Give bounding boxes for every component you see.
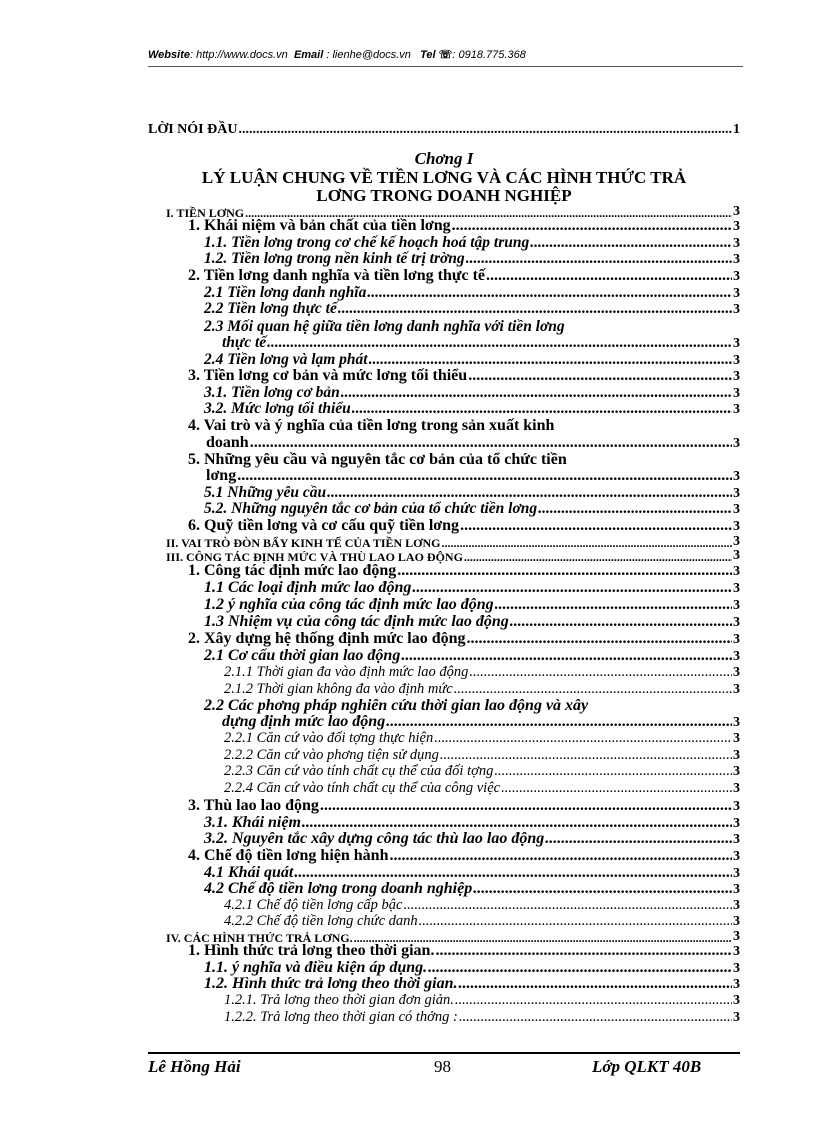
toc-entry-page: 3 — [733, 632, 740, 647]
toc-entry-text: 2.1 Cơ cấu thời gian lao động — [204, 647, 401, 664]
toc-entry — [224, 748, 740, 763]
toc-entry-text: 4. Chế độ tiền lơng hiện hành — [188, 847, 389, 864]
toc-leader-dots — [452, 218, 732, 234]
toc-entry — [204, 352, 740, 368]
toc-entry-page: 3 — [733, 664, 740, 680]
toc-leader-dots — [460, 518, 732, 534]
toc-entry-text: 3.1. Khái niệm — [204, 814, 301, 831]
toc-leader-dots — [267, 335, 732, 351]
toc-entry-page: 3 — [733, 615, 740, 630]
toc-entry-page: 3 — [733, 501, 740, 517]
toc-entry — [166, 535, 740, 549]
toc-leader-dots — [459, 1010, 732, 1025]
footer-class: Lớp QLKT 40B — [592, 1057, 702, 1076]
toc-entry — [204, 597, 740, 613]
toc-entry-text: 4.2.2 Chế độ tiền lơng chức danh — [224, 913, 418, 929]
toc-entry-text: II. VAI TRÒ ĐÒN BẨY KINH TẾ CỦA TIỀN LƠNG — [166, 536, 441, 550]
toc-entry — [204, 976, 740, 992]
toc-entry — [188, 418, 740, 434]
toc-entry — [224, 665, 740, 680]
toc-entry — [188, 268, 740, 284]
toc-entry-text: 3.1. Tiền lơng cơ bản — [204, 384, 340, 401]
toc-entry-page: 3 — [733, 849, 740, 864]
toc-entry-page: 3 — [733, 944, 740, 959]
phone-icon: ☏ — [438, 49, 453, 61]
toc-entry-text: 2.3 Mối quan hệ giữa tiền lơng danh nghĩa với tiền lơng — [204, 318, 565, 335]
toc-entry-text: 2. Xây dựng hệ thống định mức lao động — [188, 630, 466, 647]
toc-entry-text: 2.1 Tiền lơng danh nghĩa — [204, 284, 367, 301]
toc-entry-page: 3 — [733, 548, 740, 563]
toc-entry-text: 1.2. Tiền lơng trong nền kinh tế trị trờng — [204, 250, 465, 267]
toc-entry-text: 3.2. Nguyên tắc xây dựng công tác thù lao lao động — [204, 830, 545, 847]
toc-leader-dots — [458, 976, 732, 992]
toc-leader-dots — [455, 993, 732, 1008]
toc-leader-dots — [501, 781, 732, 796]
toc-leader-dots — [469, 665, 732, 680]
toc-entry-page: 3 — [733, 335, 740, 351]
toc-leader-dots — [412, 580, 732, 596]
toc-leader-dots — [341, 385, 732, 401]
toc-entry-page: 3 — [733, 649, 740, 664]
toc-entry-page: 3 — [733, 780, 740, 796]
toc-entry-page: 3 — [733, 929, 740, 944]
toc-leader-dots — [467, 631, 733, 647]
toc-leader-dots — [538, 501, 732, 517]
toc-entry-text: 2.2.2 Căn cứ vào phơng tiện sử dụng — [224, 747, 439, 763]
toc-entry — [204, 698, 740, 714]
toc-entry-page: 3 — [733, 519, 740, 534]
toc-entry-text: I. TIỀN LƠNG — [166, 206, 245, 220]
toc-entry-page: 3 — [733, 913, 740, 929]
toc-entry-text: 1.2.1. Trả lơng theo thời gian đơn giản. — [224, 992, 454, 1008]
toc-entry — [224, 682, 740, 697]
toc-entry-page: 3 — [733, 385, 740, 401]
toc-entry-page: 3 — [733, 598, 740, 613]
email-value: : lienhe@docs.vn — [323, 49, 411, 61]
toc-entry-page: 3 — [733, 219, 740, 234]
toc-leader-dots — [294, 865, 732, 881]
toc-entry-page: 3 — [733, 352, 740, 368]
toc-leader-dots — [473, 881, 732, 897]
toc-entry-page: 3 — [733, 1009, 740, 1025]
toc-leader-dots — [404, 898, 733, 913]
toc-entry — [188, 518, 740, 534]
toc-entry-text: 2. Tiền lơng danh nghĩa và tiền lơng thực tế — [188, 267, 486, 284]
toc-entry — [204, 614, 740, 630]
toc-entry — [204, 881, 740, 897]
toc-entry-page: 3 — [733, 485, 740, 501]
toc-entry — [224, 914, 740, 929]
toc-entry — [222, 335, 740, 351]
toc-entry-page: 3 — [733, 763, 740, 779]
toc-entry-text: 1.2. Hình thức trả lơng theo thời gian. — [204, 975, 458, 992]
toc-entry — [224, 764, 740, 779]
toc-entry-text: lơng — [206, 467, 237, 484]
toc-entry-page: 3 — [733, 369, 740, 384]
toc-entry-page: 3 — [733, 564, 740, 579]
toc-entry-text: 5.2. Những nguyên tắc cơ bản của tổ chức tiền lơng — [204, 500, 538, 517]
toc-entry-text: 1. Khái niệm và bản chất của tiền lơng — [188, 217, 451, 234]
toc-entry-page: 3 — [733, 235, 740, 251]
toc-entry-text: 1.1. Tiền lơng trong cơ chế kế hoạch hoá tập trung — [204, 234, 530, 251]
footer-page-number: 98 — [434, 1057, 451, 1076]
toc-leader-dots — [389, 848, 732, 864]
toc-entry-page: 3 — [733, 882, 740, 897]
toc-leader-dots — [428, 960, 732, 976]
toc-entry-text: 5. Những yêu cầu và nguyên tắc cơ bản của tổ chức tiền — [188, 451, 567, 468]
toc-entry — [204, 319, 740, 335]
toc-leader-dots — [510, 614, 732, 630]
toc-leader-dots — [419, 914, 732, 929]
toc-leader-dots — [454, 682, 732, 697]
toc-entry-page: 3 — [733, 251, 740, 267]
toc-entry-text: 1.2.2. Trả lơng theo thời gian có thởng : — [224, 1009, 458, 1025]
toc-entry — [204, 401, 740, 417]
toc-entry-text: 1.2 ý nghĩa của công tác định mức lao động — [204, 596, 494, 613]
toc-entry-page: 3 — [733, 681, 740, 697]
toc-entry-page: 3 — [733, 866, 740, 881]
toc-leader-dots — [401, 648, 732, 664]
toc-entry — [188, 943, 740, 959]
toc-entry-text: 4. Vai trò và ý nghĩa của tiền lơng trong sản xuất kinh — [188, 417, 555, 434]
toc-entry-page: 3 — [733, 961, 740, 976]
toc-entry-text: 2.2.4 Căn cứ vào tính chất cụ thể của công việc — [224, 780, 501, 796]
toc-entry-text: 2.2.1 Căn cứ vào đối tợng thực hiện — [224, 730, 434, 746]
toc-leader-dots — [466, 251, 732, 267]
toc-entry — [204, 385, 740, 401]
toc-entry — [204, 648, 740, 664]
toc-entry-text: dựng định mức lao động — [222, 713, 386, 730]
toc-leader-dots — [250, 435, 732, 451]
toc-leader-dots — [369, 352, 732, 368]
footer-author: Lê Hồng Hải — [148, 1057, 241, 1076]
toc-leader-dots — [386, 714, 732, 730]
toc-entry — [188, 631, 740, 647]
toc-entry — [166, 549, 740, 563]
toc-entry-text: doanh — [206, 434, 249, 451]
toc-entry — [188, 452, 740, 468]
toc-entry-page: 3 — [733, 285, 740, 301]
toc-leader-dots — [440, 748, 732, 763]
email-label: Email — [293, 49, 324, 61]
toc-entry-text: 1.1 Các loại định mức lao động — [204, 579, 412, 596]
toc-leader-dots — [320, 798, 732, 814]
tel-label: Tel — [420, 49, 436, 61]
toc-entry-page: 3 — [733, 799, 740, 814]
toc-leader-dots — [468, 368, 732, 384]
toc-entry-page: 3 — [733, 204, 740, 219]
toc-entry — [204, 251, 740, 267]
footer-rule — [148, 1052, 740, 1054]
header-rule — [148, 66, 743, 67]
toc-entry-text: 1.3 Nhiệm vụ của công tác định mức lao động — [204, 613, 509, 630]
toc-entry-page: 3 — [733, 581, 740, 596]
toc-entry — [204, 485, 740, 501]
toc-entry — [188, 368, 740, 384]
toc-entry-page: 3 — [733, 897, 740, 913]
toc-leader-dots — [495, 597, 732, 613]
toc-entry-text: 4.2 Chế độ tiền lơng trong doanh nghiệp — [204, 880, 473, 897]
chapter-title-line2: LƠNG TRONG DOANH NGHIỆP — [316, 186, 572, 205]
toc-entry — [224, 781, 740, 796]
toc-leader-dots — [434, 731, 732, 746]
toc-entry-text: 6. Quỹ tiền lơng và cơ cấu quỹ tiền lơng — [188, 517, 460, 534]
toc-entry-page: 3 — [733, 436, 740, 451]
toc-entry-page: 3 — [733, 747, 740, 763]
toc-leader-dots — [442, 537, 732, 549]
toc-entry-page: 3 — [733, 534, 740, 549]
toc-entry — [222, 714, 740, 730]
toc-entry-page: 3 — [733, 401, 740, 417]
toc-leader-dots — [338, 301, 732, 317]
toc-entry-page: 3 — [733, 992, 740, 1008]
chapter-title-line1: LÝ LUẬN CHUNG VỀ TIỀN LƠNG VÀ CÁC HÌNH THỨC TRẢ — [201, 168, 687, 187]
toc-entry — [204, 580, 740, 596]
toc-entry-text: 5.1 Những yêu cầu — [204, 484, 327, 501]
tel-value: : 0918.775.368 — [452, 49, 526, 61]
toc-entry-page: 3 — [733, 832, 740, 847]
chapter-label: Chơng I — [414, 149, 474, 168]
toc-entry-text: 3. Thù lao lao động — [188, 797, 319, 814]
toc-entry — [204, 285, 740, 301]
toc-leader-dots — [530, 235, 732, 251]
toc-entry-page: 3 — [733, 730, 740, 746]
toc-entry-text: 2.1.2 Thời gian không đa vào định mức — [224, 681, 453, 697]
toc-entry-text: 3.2. Mức lơng tối thiểu — [204, 400, 351, 417]
page-header — [148, 48, 738, 61]
website-label: Website — [148, 49, 190, 61]
toc-entry-page: 3 — [733, 715, 740, 730]
toc-entry — [224, 1010, 740, 1025]
toc-entry — [204, 960, 740, 976]
toc-leader-dots — [435, 943, 732, 959]
toc-entry-text: 4.2.1 Chế độ tiền lơng cấp bậc — [224, 897, 403, 913]
toc-entry-text: 1.1. ý nghĩa và điều kiện áp dụng. — [204, 959, 428, 976]
toc-preface: LỜI NÓI ĐẦU ..... 1 — [148, 123, 740, 137]
toc-entry-text: 2.2 Tiền lơng thực tế — [204, 300, 337, 317]
toc-entry-text: 2.1.1 Thời gian đa vào định mức lao động — [224, 664, 469, 680]
toc-entry — [224, 993, 740, 1008]
toc-entry-text: 2.2.3 Căn cứ vào tính chất cụ thể của đối tợng — [224, 763, 494, 779]
toc-entry-text: 1. Công tác định mức lao động — [188, 562, 397, 579]
toc-entry — [188, 218, 740, 234]
toc-entry — [204, 831, 740, 847]
toc-entry — [204, 501, 740, 517]
toc-leader-dots — [397, 563, 732, 579]
toc-leader-dots — [367, 285, 732, 301]
toc-entry — [188, 798, 740, 814]
toc-entry-page: 3 — [733, 816, 740, 831]
toc-entry — [224, 898, 740, 913]
toc-entry-text: III. CÔNG TÁC ĐỊNH MỨC VÀ THÙ LAO LAO ĐỘNG — [166, 550, 463, 564]
toc-entry-text: 1. Hình thức trả lơng theo thời gian. — [188, 942, 435, 959]
toc-entry-page: 3 — [733, 469, 740, 484]
toc-entry-text: 3. Tiền lơng cơ bản và mức lơng tối thiểu — [188, 367, 468, 384]
toc-entry-text: thực tế — [222, 334, 267, 351]
toc-entry — [204, 865, 740, 881]
toc-entry — [204, 235, 740, 251]
website-value: : http://www.docs.vn — [189, 49, 288, 61]
toc-entry-page: 3 — [733, 269, 740, 284]
toc-leader-dots — [302, 815, 732, 831]
toc-entry-text: IV. CÁC HÌNH THỨC TRẢ LƠNG. — [166, 931, 353, 945]
toc-entry-page: 3 — [733, 977, 740, 992]
toc-leader-dots — [327, 485, 732, 501]
toc-entry — [188, 848, 740, 864]
toc-entry-text: 2.2 Các phơng pháp nghiên cứu thời gian lao động và xây — [204, 697, 589, 714]
toc-entry-text: 2.4 Tiền lơng và lạm phát — [204, 351, 368, 368]
toc-leader-dots — [352, 401, 732, 417]
toc-leader-dots — [494, 764, 732, 779]
toc-leader-dots — [486, 268, 732, 284]
toc-entry-page: 3 — [733, 301, 740, 317]
toc-entry — [188, 563, 740, 579]
toc-entry — [206, 468, 740, 484]
toc-entry — [204, 301, 740, 317]
toc-entry — [204, 815, 740, 831]
toc-leader-dots — [237, 468, 732, 484]
toc-entry — [224, 731, 740, 746]
toc-entry-text: 4.1 Khái quát — [204, 864, 294, 881]
toc-entry — [206, 435, 740, 451]
toc-leader-dots — [464, 551, 732, 563]
toc-leader-dots — [545, 831, 732, 847]
